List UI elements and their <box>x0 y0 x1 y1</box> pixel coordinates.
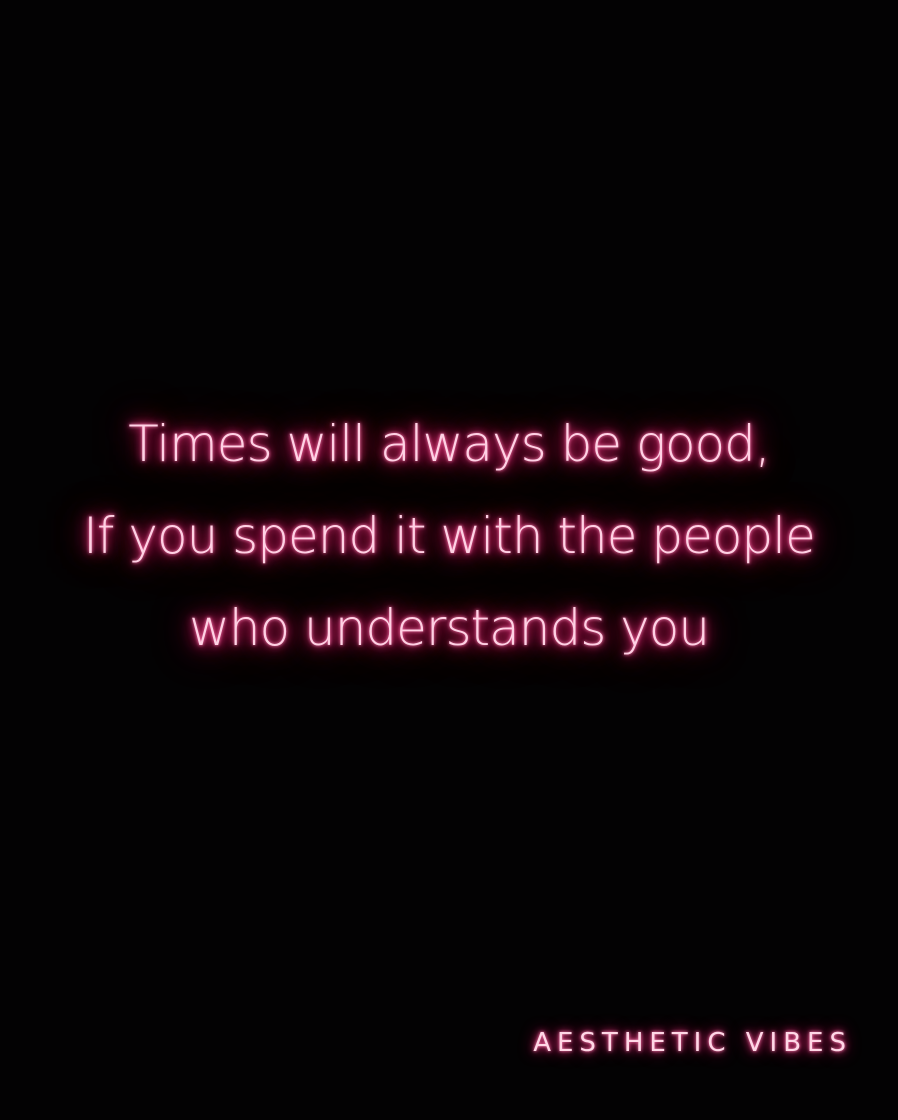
neon-quote <box>0 398 898 674</box>
quote-line-1: Times will always be good, <box>128 415 770 473</box>
quote-line-2: If you spend it with the people <box>83 507 815 565</box>
quote-line-3: who understands you <box>188 599 710 657</box>
brand-watermark: AESTHETIC VIBES <box>533 1028 852 1058</box>
